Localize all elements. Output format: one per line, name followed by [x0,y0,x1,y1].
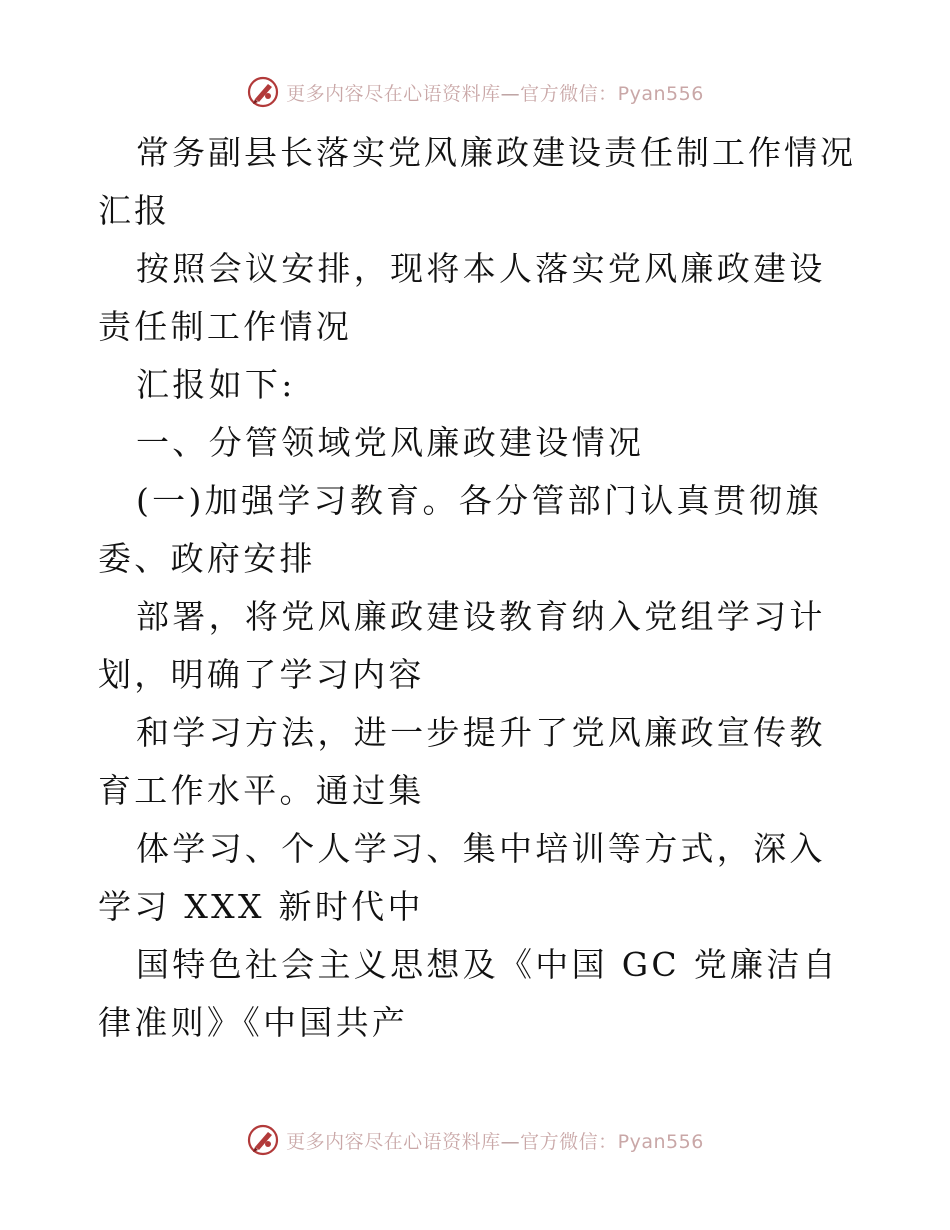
watermark-text: 更多内容尽在心语资料库—官方微信：Pyan556 [286,1130,704,1153]
watermark-text: 更多内容尽在心语资料库—官方微信：Pyan556 [286,82,704,105]
footer-watermark [0,1118,950,1162]
paragraph: 按照会议安排，现将本人落实党风廉政建设责任制工作情况 [98,249,826,346]
pen-seal-icon [246,1123,280,1157]
paragraph: (一)加强学习教育。各分管部门认真贯彻旗委、政府安排 [98,481,822,578]
paragraph: 体学习、个人学习、集中培训等方式，深入学习 XXX 新时代中 [98,829,826,926]
header-watermark [0,70,950,114]
section-heading: 一、分管领域党风廉政建设情况 [136,423,645,462]
document-body [98,124,858,1052]
paragraph: 汇报如下: [136,365,296,404]
paragraph: 和学习方法，进一步提升了党风廉政宣传教育工作水平。通过集 [98,713,826,810]
paragraph: 部署，将党风廉政建设教育纳入党组学习计划，明确了学习内容 [98,597,826,694]
document-title: 常务副县长落实党风廉政建设责任制工作情况汇报 [98,133,856,230]
paragraph: 国特色社会主义思想及《中国 GC 党廉洁自律准则》《中国共产 [98,945,839,1042]
pen-seal-icon [246,75,280,109]
